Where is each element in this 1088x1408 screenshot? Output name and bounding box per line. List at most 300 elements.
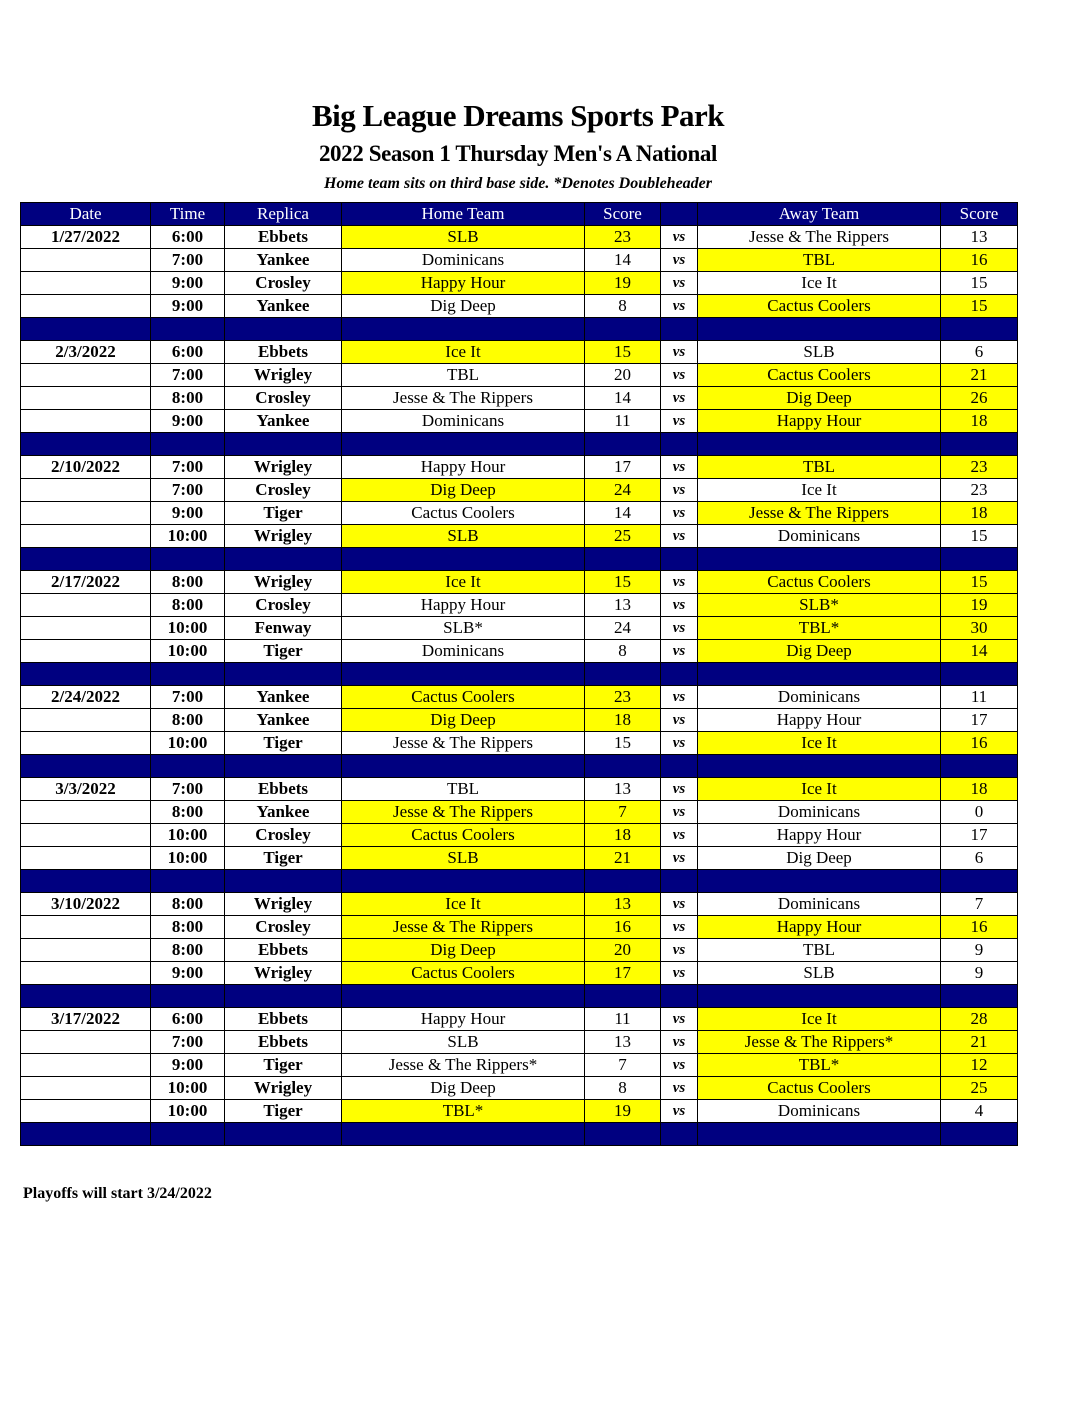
playoffs-note: Playoffs will start 3/24/2022 xyxy=(23,1185,212,1202)
away-team: Jesse & The Rippers* xyxy=(698,1031,941,1054)
home-score: 23 xyxy=(585,226,661,249)
home-score: 18 xyxy=(585,709,661,732)
game-time: 8:00 xyxy=(151,801,225,824)
replica-field: Tiger xyxy=(225,640,342,663)
week-separator-row xyxy=(21,433,1018,456)
vs-label: vs xyxy=(661,594,698,617)
header-vs xyxy=(661,203,698,226)
separator-cell xyxy=(585,1123,661,1146)
game-time: 7:00 xyxy=(151,1031,225,1054)
separator-cell xyxy=(661,985,698,1008)
game-time: 10:00 xyxy=(151,1077,225,1100)
away-score: 12 xyxy=(941,1054,1018,1077)
away-team: Dominicans xyxy=(698,686,941,709)
week-separator-row xyxy=(21,548,1018,571)
home-score: 8 xyxy=(585,640,661,663)
replica-field: Yankee xyxy=(225,295,342,318)
home-team: Dominicans xyxy=(342,249,585,272)
replica-field: Yankee xyxy=(225,249,342,272)
table-row xyxy=(21,502,1018,525)
replica-field: Ebbets xyxy=(225,939,342,962)
table-row xyxy=(21,364,1018,387)
game-time: 10:00 xyxy=(151,617,225,640)
home-score: 14 xyxy=(585,387,661,410)
game-date xyxy=(21,847,151,870)
game-date xyxy=(21,640,151,663)
table-row xyxy=(21,249,1018,272)
home-score: 23 xyxy=(585,686,661,709)
game-date: 3/17/2022 xyxy=(21,1008,151,1031)
page-subtitle: 2022 Season 1 Thursday Men's A National xyxy=(318,141,718,166)
game-date: 1/27/2022 xyxy=(21,226,151,249)
separator-cell xyxy=(698,870,941,893)
week-separator-row xyxy=(21,663,1018,686)
home-team: TBL* xyxy=(342,1100,585,1123)
vs-label: vs xyxy=(661,686,698,709)
game-date xyxy=(21,801,151,824)
vs-label: vs xyxy=(661,732,698,755)
game-date xyxy=(21,1077,151,1100)
replica-field: Ebbets xyxy=(225,226,342,249)
home-score: 15 xyxy=(585,732,661,755)
separator-cell xyxy=(661,318,698,341)
game-time: 7:00 xyxy=(151,778,225,801)
replica-field: Yankee xyxy=(225,709,342,732)
game-time: 9:00 xyxy=(151,962,225,985)
home-team: TBL xyxy=(342,778,585,801)
home-team: Dig Deep xyxy=(342,709,585,732)
vs-label: vs xyxy=(661,387,698,410)
home-team: Cactus Coolers xyxy=(342,962,585,985)
home-score: 8 xyxy=(585,1077,661,1100)
vs-label: vs xyxy=(661,847,698,870)
week-separator-row xyxy=(21,870,1018,893)
separator-cell xyxy=(225,1123,342,1146)
replica-field: Ebbets xyxy=(225,1008,342,1031)
home-score: 19 xyxy=(585,1100,661,1123)
vs-label: vs xyxy=(661,226,698,249)
table-row xyxy=(21,824,1018,847)
separator-cell xyxy=(225,548,342,571)
home-team: SLB xyxy=(342,226,585,249)
replica-field: Tiger xyxy=(225,732,342,755)
away-team: Happy Hour xyxy=(698,709,941,732)
game-time: 7:00 xyxy=(151,479,225,502)
home-score: 7 xyxy=(585,801,661,824)
separator-cell xyxy=(21,548,151,571)
replica-field: Crosley xyxy=(225,916,342,939)
game-date xyxy=(21,410,151,433)
away-team: Ice It xyxy=(698,272,941,295)
separator-cell xyxy=(941,1123,1018,1146)
home-team: Ice It xyxy=(342,893,585,916)
week-separator-row xyxy=(21,755,1018,778)
home-score: 7 xyxy=(585,1054,661,1077)
game-date xyxy=(21,594,151,617)
header-date: Date xyxy=(21,203,151,226)
replica-field: Tiger xyxy=(225,847,342,870)
vs-label: vs xyxy=(661,295,698,318)
separator-cell xyxy=(21,433,151,456)
game-date xyxy=(21,939,151,962)
table-row xyxy=(21,456,1018,479)
separator-cell xyxy=(342,433,585,456)
separator-cell xyxy=(941,548,1018,571)
replica-field: Crosley xyxy=(225,824,342,847)
home-score: 13 xyxy=(585,594,661,617)
game-date: 3/3/2022 xyxy=(21,778,151,801)
away-score: 16 xyxy=(941,249,1018,272)
home-team: Happy Hour xyxy=(342,594,585,617)
game-time: 10:00 xyxy=(151,525,225,548)
table-row xyxy=(21,341,1018,364)
game-date xyxy=(21,824,151,847)
game-date xyxy=(21,295,151,318)
game-date xyxy=(21,1100,151,1123)
home-team: Dominicans xyxy=(342,640,585,663)
separator-cell xyxy=(151,870,225,893)
week-separator-row xyxy=(21,985,1018,1008)
table-row xyxy=(21,1100,1018,1123)
away-team: Dominicans xyxy=(698,801,941,824)
game-time: 6:00 xyxy=(151,1008,225,1031)
home-score: 24 xyxy=(585,479,661,502)
home-score: 20 xyxy=(585,939,661,962)
vs-label: vs xyxy=(661,479,698,502)
away-score: 16 xyxy=(941,916,1018,939)
separator-cell xyxy=(941,870,1018,893)
vs-label: vs xyxy=(661,1077,698,1100)
separator-cell xyxy=(661,755,698,778)
away-score: 6 xyxy=(941,341,1018,364)
game-time: 8:00 xyxy=(151,387,225,410)
separator-cell xyxy=(661,433,698,456)
replica-field: Wrigley xyxy=(225,893,342,916)
replica-field: Yankee xyxy=(225,801,342,824)
table-row xyxy=(21,962,1018,985)
home-score: 13 xyxy=(585,893,661,916)
home-team: Dominicans xyxy=(342,410,585,433)
game-date: 2/24/2022 xyxy=(21,686,151,709)
game-date xyxy=(21,732,151,755)
vs-label: vs xyxy=(661,916,698,939)
vs-label: vs xyxy=(661,410,698,433)
separator-cell xyxy=(151,433,225,456)
separator-cell xyxy=(661,870,698,893)
away-team: Dig Deep xyxy=(698,640,941,663)
header-away-score: Score xyxy=(941,203,1018,226)
game-date: 3/10/2022 xyxy=(21,893,151,916)
vs-label: vs xyxy=(661,525,698,548)
table-row xyxy=(21,709,1018,732)
separator-cell xyxy=(342,548,585,571)
away-team: TBL xyxy=(698,456,941,479)
home-score: 15 xyxy=(585,341,661,364)
separator-cell xyxy=(941,318,1018,341)
away-team: Dominicans xyxy=(698,525,941,548)
away-score: 6 xyxy=(941,847,1018,870)
separator-cell xyxy=(151,755,225,778)
separator-cell xyxy=(941,755,1018,778)
table-row xyxy=(21,801,1018,824)
separator-cell xyxy=(225,663,342,686)
away-team: Happy Hour xyxy=(698,410,941,433)
separator-cell xyxy=(342,755,585,778)
vs-label: vs xyxy=(661,709,698,732)
game-date xyxy=(21,249,151,272)
replica-field: Crosley xyxy=(225,479,342,502)
home-score: 21 xyxy=(585,847,661,870)
table-row xyxy=(21,893,1018,916)
separator-cell xyxy=(661,548,698,571)
away-team: Ice It xyxy=(698,1008,941,1031)
replica-field: Crosley xyxy=(225,272,342,295)
home-team: Cactus Coolers xyxy=(342,824,585,847)
separator-cell xyxy=(225,318,342,341)
separator-cell xyxy=(698,663,941,686)
home-score: 20 xyxy=(585,364,661,387)
header-replica: Replica xyxy=(225,203,342,226)
header-home-score: Score xyxy=(585,203,661,226)
header-row xyxy=(21,203,1018,226)
home-team: Dig Deep xyxy=(342,295,585,318)
home-team: SLB xyxy=(342,1031,585,1054)
away-score: 15 xyxy=(941,272,1018,295)
away-team: SLB* xyxy=(698,594,941,617)
away-team: Dig Deep xyxy=(698,847,941,870)
game-date: 2/10/2022 xyxy=(21,456,151,479)
game-time: 8:00 xyxy=(151,594,225,617)
separator-cell xyxy=(585,870,661,893)
home-team: Happy Hour xyxy=(342,1008,585,1031)
home-team: Cactus Coolers xyxy=(342,686,585,709)
separator-cell xyxy=(342,663,585,686)
separator-cell xyxy=(698,985,941,1008)
vs-label: vs xyxy=(661,640,698,663)
game-date: 2/3/2022 xyxy=(21,341,151,364)
away-score: 7 xyxy=(941,893,1018,916)
game-time: 10:00 xyxy=(151,1100,225,1123)
separator-cell xyxy=(225,985,342,1008)
table-row xyxy=(21,847,1018,870)
replica-field: Wrigley xyxy=(225,364,342,387)
replica-field: Yankee xyxy=(225,686,342,709)
vs-label: vs xyxy=(661,1031,698,1054)
table-row xyxy=(21,916,1018,939)
away-score: 18 xyxy=(941,410,1018,433)
separator-cell xyxy=(941,663,1018,686)
home-score: 16 xyxy=(585,916,661,939)
vs-label: vs xyxy=(661,364,698,387)
game-time: 10:00 xyxy=(151,824,225,847)
table-row xyxy=(21,640,1018,663)
header-away-team: Away Team xyxy=(698,203,941,226)
away-team: TBL xyxy=(698,939,941,962)
replica-field: Fenway xyxy=(225,617,342,640)
game-date xyxy=(21,617,151,640)
replica-field: Wrigley xyxy=(225,456,342,479)
away-score: 15 xyxy=(941,525,1018,548)
separator-cell xyxy=(585,755,661,778)
schedule-body xyxy=(21,226,1018,1146)
game-time: 10:00 xyxy=(151,732,225,755)
table-row xyxy=(21,479,1018,502)
vs-label: vs xyxy=(661,939,698,962)
home-score: 11 xyxy=(585,1008,661,1031)
away-score: 15 xyxy=(941,571,1018,594)
separator-cell xyxy=(21,985,151,1008)
game-date xyxy=(21,525,151,548)
separator-cell xyxy=(21,318,151,341)
game-time: 8:00 xyxy=(151,571,225,594)
away-team: Happy Hour xyxy=(698,824,941,847)
game-date xyxy=(21,1054,151,1077)
game-time: 10:00 xyxy=(151,847,225,870)
home-score: 14 xyxy=(585,249,661,272)
away-score: 21 xyxy=(941,364,1018,387)
table-row xyxy=(21,1054,1018,1077)
home-team: Dig Deep xyxy=(342,479,585,502)
separator-cell xyxy=(225,433,342,456)
home-team: Jesse & The Rippers xyxy=(342,387,585,410)
away-team: Cactus Coolers xyxy=(698,295,941,318)
replica-field: Wrigley xyxy=(225,962,342,985)
away-score: 17 xyxy=(941,824,1018,847)
away-team: Cactus Coolers xyxy=(698,571,941,594)
separator-cell xyxy=(585,985,661,1008)
vs-label: vs xyxy=(661,502,698,525)
separator-cell xyxy=(225,755,342,778)
game-time: 7:00 xyxy=(151,364,225,387)
vs-label: vs xyxy=(661,893,698,916)
separator-cell xyxy=(21,755,151,778)
separator-cell xyxy=(585,548,661,571)
replica-field: Wrigley xyxy=(225,525,342,548)
separator-cell xyxy=(342,985,585,1008)
vs-label: vs xyxy=(661,456,698,479)
away-score: 13 xyxy=(941,226,1018,249)
away-score: 17 xyxy=(941,709,1018,732)
away-score: 15 xyxy=(941,295,1018,318)
away-team: SLB xyxy=(698,341,941,364)
doubleheader-note: Home team sits on third base side. *Denotes Doubleheader xyxy=(324,175,712,192)
home-team: Ice It xyxy=(342,571,585,594)
replica-field: Tiger xyxy=(225,502,342,525)
table-row xyxy=(21,1077,1018,1100)
away-score: 18 xyxy=(941,502,1018,525)
vs-label: vs xyxy=(661,1008,698,1031)
away-team: Jesse & The Rippers xyxy=(698,502,941,525)
game-time: 6:00 xyxy=(151,226,225,249)
table-row xyxy=(21,732,1018,755)
schedule-table xyxy=(20,202,1018,1146)
home-team: SLB xyxy=(342,847,585,870)
separator-cell xyxy=(151,1123,225,1146)
game-date xyxy=(21,387,151,410)
away-team: Jesse & The Rippers xyxy=(698,226,941,249)
vs-label: vs xyxy=(661,962,698,985)
table-row xyxy=(21,387,1018,410)
game-time: 7:00 xyxy=(151,686,225,709)
game-time: 9:00 xyxy=(151,502,225,525)
table-row xyxy=(21,1031,1018,1054)
game-time: 8:00 xyxy=(151,939,225,962)
separator-cell xyxy=(151,663,225,686)
game-time: 9:00 xyxy=(151,1054,225,1077)
separator-cell xyxy=(585,663,661,686)
table-row xyxy=(21,410,1018,433)
home-score: 14 xyxy=(585,502,661,525)
separator-cell xyxy=(225,870,342,893)
replica-field: Wrigley xyxy=(225,1077,342,1100)
home-team: TBL xyxy=(342,364,585,387)
separator-cell xyxy=(661,663,698,686)
separator-cell xyxy=(698,548,941,571)
table-row xyxy=(21,525,1018,548)
home-score: 25 xyxy=(585,525,661,548)
away-score: 14 xyxy=(941,640,1018,663)
away-score: 9 xyxy=(941,939,1018,962)
replica-field: Yankee xyxy=(225,410,342,433)
home-team: SLB* xyxy=(342,617,585,640)
away-team: Ice It xyxy=(698,732,941,755)
away-score: 21 xyxy=(941,1031,1018,1054)
table-row xyxy=(21,226,1018,249)
away-score: 4 xyxy=(941,1100,1018,1123)
separator-cell xyxy=(342,1123,585,1146)
separator-cell xyxy=(342,870,585,893)
vs-label: vs xyxy=(661,801,698,824)
away-team: Ice It xyxy=(698,778,941,801)
away-team: Dominicans xyxy=(698,893,941,916)
game-date xyxy=(21,1031,151,1054)
separator-cell xyxy=(21,870,151,893)
away-team: Ice It xyxy=(698,479,941,502)
replica-field: Ebbets xyxy=(225,1031,342,1054)
separator-cell xyxy=(151,318,225,341)
away-score: 26 xyxy=(941,387,1018,410)
away-team: Dig Deep xyxy=(698,387,941,410)
home-team: Dig Deep xyxy=(342,1077,585,1100)
home-team: Jesse & The Rippers* xyxy=(342,1054,585,1077)
home-score: 11 xyxy=(585,410,661,433)
table-row xyxy=(21,939,1018,962)
separator-cell xyxy=(21,663,151,686)
home-team: Happy Hour xyxy=(342,272,585,295)
separator-cell xyxy=(585,433,661,456)
home-team: Jesse & The Rippers xyxy=(342,916,585,939)
separator-cell xyxy=(21,1123,151,1146)
replica-field: Wrigley xyxy=(225,571,342,594)
vs-label: vs xyxy=(661,778,698,801)
away-score: 9 xyxy=(941,962,1018,985)
separator-cell xyxy=(698,1123,941,1146)
home-score: 24 xyxy=(585,617,661,640)
home-team: Ice It xyxy=(342,341,585,364)
game-time: 7:00 xyxy=(151,249,225,272)
away-team: Dominicans xyxy=(698,1100,941,1123)
away-team: SLB xyxy=(698,962,941,985)
home-score: 13 xyxy=(585,778,661,801)
home-team: Happy Hour xyxy=(342,456,585,479)
replica-field: Ebbets xyxy=(225,778,342,801)
replica-field: Ebbets xyxy=(225,341,342,364)
replica-field: Crosley xyxy=(225,387,342,410)
replica-field: Tiger xyxy=(225,1054,342,1077)
game-time: 8:00 xyxy=(151,893,225,916)
week-separator-row xyxy=(21,1123,1018,1146)
vs-label: vs xyxy=(661,1054,698,1077)
